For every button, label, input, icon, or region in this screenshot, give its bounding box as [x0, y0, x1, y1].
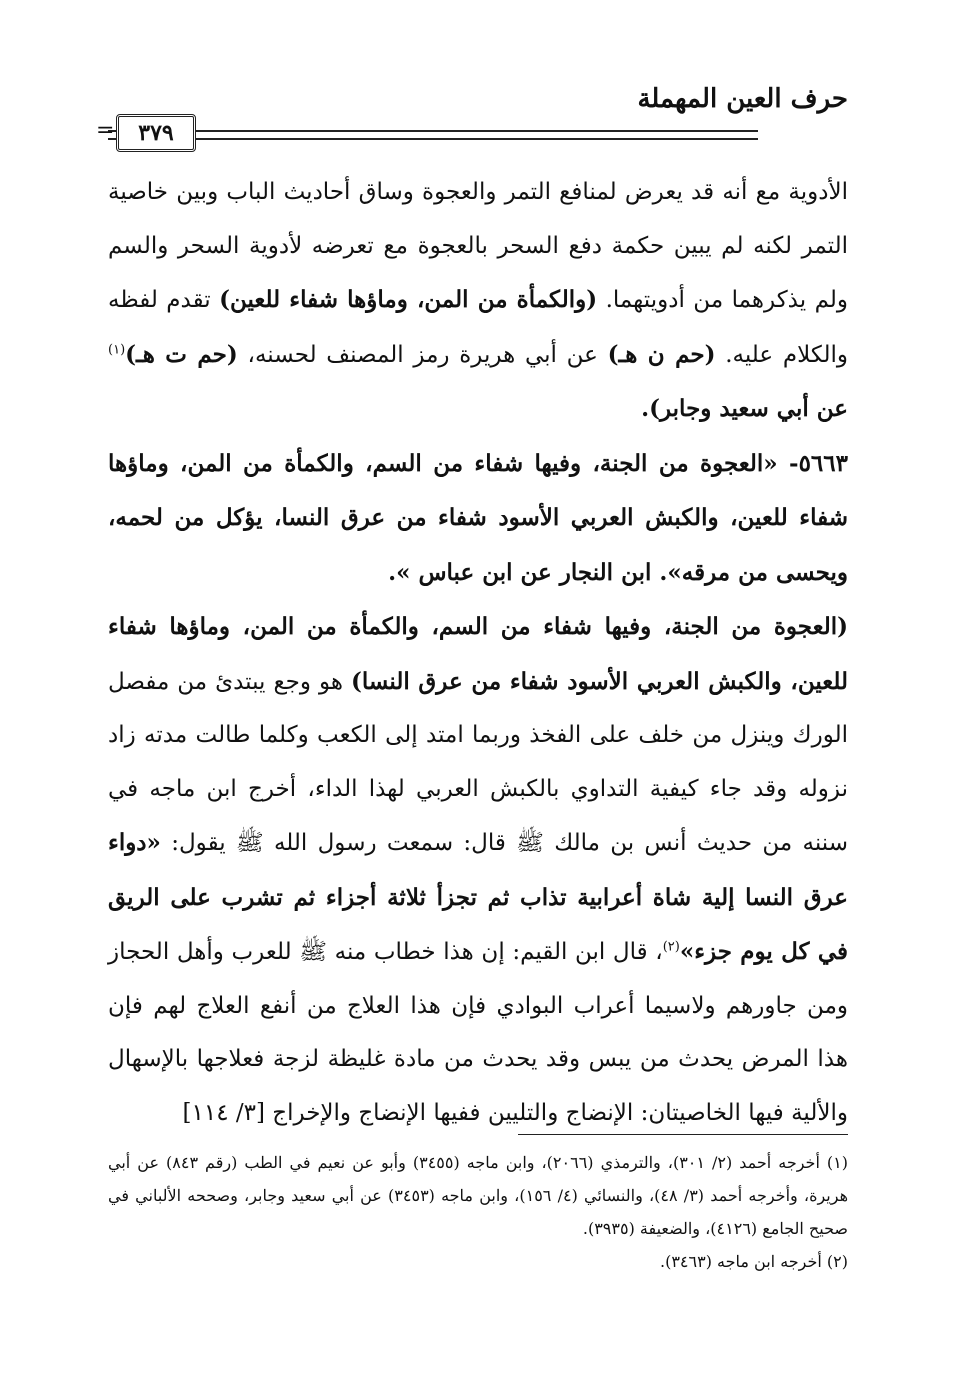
- text-run: ٥٦٦٣- «العجوة من الجنة، وفيها شفاء من السم، والكمأة من المن، وماؤها شفاء للعين، والكبش العربي الأسود شفاء من عرق النسا، يؤكل من لحمه، ويحسى من مرقه». ابن النجار عن ابن عباس ».: [108, 449, 848, 586]
- text-run: تقدم لفظه والكلام عليه.: [108, 287, 849, 368]
- footnote-1: (١) أخرجه أحمد (٢/ ٣٠١)، والترمذي (٢٠٦٦)، وابن ماجه (٣٤٥٥) وأبو عن نعيم في الطب (رقم ٨٤٣) عن أبي هريرة، وأخرجه أحمد (٣/ ٤٨)، والنسائي (٤/ ١٥٦)، وابن ماجه (٣٤٥٣) عن أبي سعيد وجابر، وصححه الألباني في صحيح الجامع (٤١٢٦)، والضعيفة (٣٩٣٥).: [108, 1153, 849, 1238]
- footnote-divider: [518, 1134, 848, 1135]
- text-run: عن أبي سعيد وجابر).: [641, 395, 848, 422]
- text-run: (والكمأة من المن، وماؤها شفاء للعين): [219, 286, 598, 313]
- chapter-title: حرف العين المهملة: [637, 84, 848, 114]
- paragraph-hadith-5663: [108, 437, 848, 601]
- footnote-2: (٢) أخرجه ابن ماجه (٣٤٦٣).: [660, 1252, 848, 1271]
- text-run: (حم ت هـ): [125, 340, 238, 368]
- footnote-ref: (٢): [662, 939, 680, 955]
- footnotes: [108, 1146, 848, 1278]
- main-text: [108, 166, 848, 1140]
- header-rule-end: =: [96, 118, 115, 143]
- header-rule: [108, 130, 758, 140]
- footnote-ref: (١): [108, 341, 126, 357]
- text-run: عن أبي هريرة رمز المصنف لحسنه،: [237, 341, 608, 368]
- text-run: هو وجع يبتدئ من مفصل الورك وينزل من خلف على الفخذ وربما امتد إلى الكعب وكلما طالت مدته زاد نزوله وقد جاء كيفية التداوي بالكبش العربي لهذا الداء، أخرج ابن ماجه في سننه من حديث أنس بن مالك ﷺ قال: سمعت رسول الله ﷺ يقول:: [108, 668, 848, 856]
- page-number: ٣٧٩: [116, 114, 196, 152]
- text-run: الأدوية مع أنه قد يعرض لمنافع التمر والعجوة وساق أحاديث الباب وبين خاصية التمر لكنه لم يبين حكمة دفع السحر بالعجوة مع تعرضه لأدوية السحر والسم ولم يذكرهما من أدويتهما.: [108, 179, 848, 313]
- text-run: ، قال ابن القيم: إن هذا خطاب منه ﷺ للعرب وأهل الحجاز ومن جاورهم ولاسيما أعراب البوادي فإن هذا العلاج من أنفع العلاج لهم فإن هذا المرض يحدث من يبس وقد يحدث من مادة غليظة لزجة فعلاجها بالإسهال والألية فيها الخاصيتان: الإنضاج والتليين ففيها الإنضاج والإخراج [٣/ ١١٤]: [108, 939, 848, 1126]
- text-run: «دواء عرق النسا إلية شاة أعرابية تذاب ثم تجزأ ثلاثة أجزاء ثم تشرب على الريق في كل يوم جزء»: [108, 829, 848, 965]
- text-run: (حم ن هـ): [607, 340, 716, 368]
- paragraph-commentary: [108, 600, 848, 1140]
- text-run: (العجوة من الجنة، وفيها شفاء من السم، والكمأة من المن، وماؤها شفاء للعين، والكبش العربي الأسود شفاء من عرق النسا): [108, 613, 848, 695]
- paragraph-1: [108, 166, 848, 437]
